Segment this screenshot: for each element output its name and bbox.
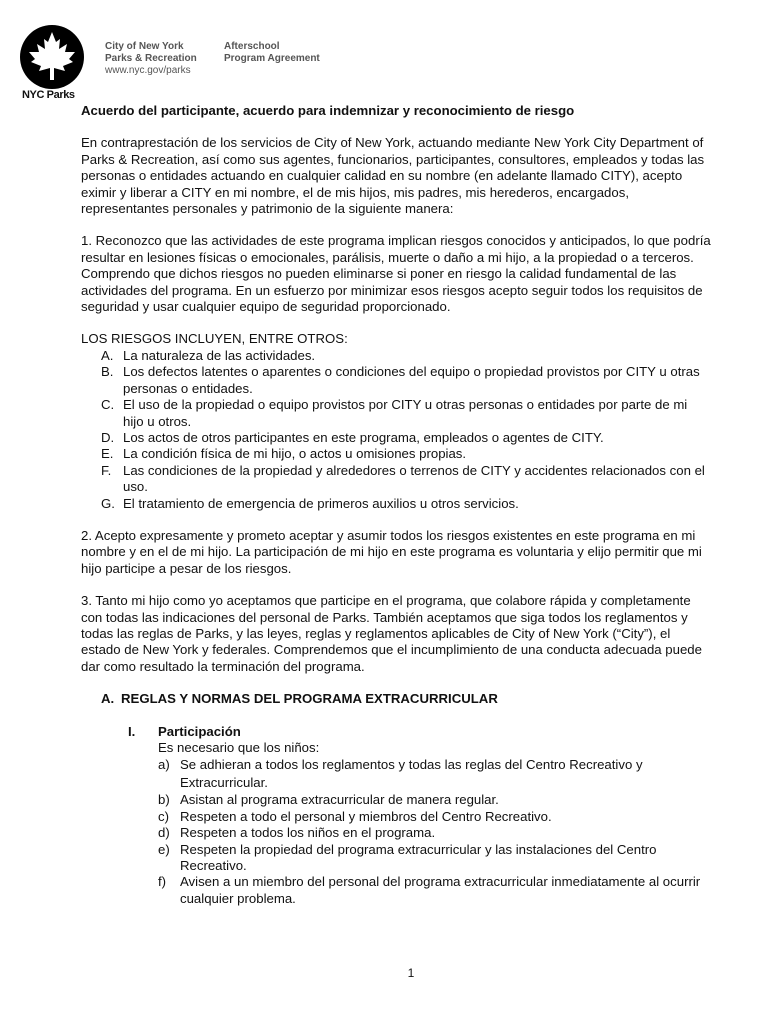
- paragraph-3: 3. Tanto mi hijo como yo aceptamos que participe en el programa, que colabore rápida y completamente con todas las indicaciones del personal de Parks. También aceptamos que siga todos los reglamentos y todas las reglas de Parks, y las leyes, reglas y reglamentos aplicables de City of New York (“City”), el estado de New York y federales. Comprendemos que el incumplimiento de una conducta adecuada puede dar como resultado la terminación del programa.: [81, 593, 702, 674]
- item-letter: a): [158, 757, 170, 773]
- nyc-parks-maple-leaf-logo: [19, 24, 85, 90]
- document-body: [81, 103, 711, 907]
- risk-item: [81, 463, 711, 496]
- item-letter: c): [158, 808, 169, 824]
- subsection-i-numeral: I.: [128, 723, 136, 739]
- risk-text: La condición física de mi hijo, o actos u omisiones propias.: [123, 446, 467, 462]
- risk-text: El tratamiento de emergencia de primeros auxilios u otros servicios.: [123, 495, 519, 511]
- risk-item: [81, 364, 711, 397]
- risk-text: Los defectos latentes o aparentes o condiciones del equipo o propiedad provistos por CITY u otras personas o entidades.: [123, 364, 700, 396]
- logo-label: NYC Parks: [22, 89, 75, 101]
- risk-text: El uso de la propiedad o equipo provistos por CITY u otras personas o entidades por parte de mi hijo u otros.: [123, 397, 688, 429]
- org-url[interactable]: www.nyc.gov/parks: [105, 65, 191, 76]
- subsection-i-title: Participación: [158, 723, 241, 739]
- item-letter: d): [158, 825, 170, 841]
- risk-letter: D.: [101, 429, 115, 445]
- risk-letter: E.: [101, 446, 114, 462]
- risk-text: La naturaleza de las actividades.: [123, 347, 316, 363]
- participation-item: [158, 756, 711, 792]
- doc-type-block: [224, 41, 320, 65]
- section-a-heading: [101, 691, 711, 707]
- participation-item: [158, 874, 711, 907]
- risk-item: [81, 430, 711, 446]
- paragraph-1: 1. Reconozco que las actividades de este programa implican riesgos conocidos y anticipados, lo que podría resultar en lesiones físicas o emocionales, parálisis, muerte o daño a mi hijo, a la propiedad o a terceros. Comprendo que dichos riesgos no pueden eliminarse si poner en riesgo la calidad fundamental de las actividades del programa. En un esfuerzo por minimizar esos riesgos acepto seguir todos los requisitos de seguridad y usar cualquier equipo de seguridad proporcionado.: [81, 233, 711, 315]
- risk-item: [81, 348, 711, 364]
- risk-text: Los actos de otros participantes en este programa, empleados o agentes de CITY.: [123, 429, 604, 445]
- risks-list: [81, 348, 711, 512]
- risks-heading: LOS RIESGOS INCLUYEN, ENTRE OTROS:: [81, 331, 348, 347]
- risk-letter: G.: [101, 495, 115, 511]
- item-letter: b): [158, 792, 170, 808]
- doc-type-line2: Program Agreement: [224, 53, 320, 64]
- subsection-i-heading: [128, 724, 711, 740]
- item-text: Respeten a todos los niños en el programa.: [180, 825, 436, 841]
- participation-item: [158, 792, 711, 808]
- subsection-i-intro: Es necesario que los niños:: [158, 740, 320, 755]
- item-text: Respeten la propiedad del programa extracurricular y las instalaciones del Centro Recreativo.: [180, 841, 657, 874]
- item-letter: f): [158, 874, 167, 890]
- risk-letter: C.: [101, 397, 115, 413]
- risk-letter: F.: [101, 462, 112, 478]
- risk-item: [81, 446, 711, 462]
- participation-item: [158, 809, 711, 825]
- section-a-letter: A.: [101, 691, 115, 707]
- item-text: Se adhieran a todos los reglamentos y todas las reglas del Centro Recreativo y Extracurricular.: [180, 757, 643, 791]
- document-title: Acuerdo del participante, acuerdo para indemnizar y reconocimiento de riesgo: [81, 103, 575, 118]
- item-text: Asistan al programa extracurricular de manera regular.: [180, 792, 499, 808]
- org-name-line1: City of New York: [105, 41, 184, 52]
- participation-item: [158, 842, 711, 875]
- section-a-title: REGLAS Y NORMAS DEL PROGRAMA EXTRACURRICULAR: [121, 691, 498, 707]
- paragraph-2: 2. Acepto expresamente y prometo aceptar y asumir todos los riesgos existentes en este programa en mi nombre y en el de mi hijo. La participación de mi hijo en este programa es voluntaria y elijo permitir que mi hijo participe a pesar de los riesgos.: [81, 527, 702, 576]
- participation-list: [128, 756, 711, 907]
- item-letter: e): [158, 841, 170, 857]
- item-text: Avisen a un miembro del personal del programa extracurricular inmediatamente al ocurrir cualquier problema.: [180, 874, 701, 906]
- participation-item: [158, 825, 711, 841]
- org-block: [105, 41, 197, 77]
- risk-text: Las condiciones de la propiedad y alrededores o terrenos de CITY y accidentes relacionados con el uso.: [123, 462, 705, 495]
- org-name-line2: Parks & Recreation: [105, 53, 197, 64]
- risk-item: [81, 496, 711, 512]
- doc-type-line1: Afterschool: [224, 41, 280, 52]
- subsection-i: [128, 724, 711, 908]
- risk-letter: B.: [101, 364, 114, 380]
- intro-paragraph: En contraprestación de los servicios de City of New York, actuando mediante New York City Department of Parks & Recreation, así como sus agentes, funcionarios, participantes, consultores, empleados y todas las personas o entidades actuando en cualquier calidad en su nombre (en adelante llamado CITY), acepto eximir y liberar a CITY en mi nombre, el de mis hijos, mis padres, mis herederos, encargados, representantes personales y patrimonio de la siguiente manera:: [81, 135, 705, 217]
- page-number: 1: [407, 966, 415, 980]
- risk-item: [81, 397, 711, 430]
- risk-letter: A.: [101, 347, 114, 363]
- item-text: Respeten a todo el personal y miembros del Centro Recreativo.: [180, 808, 552, 824]
